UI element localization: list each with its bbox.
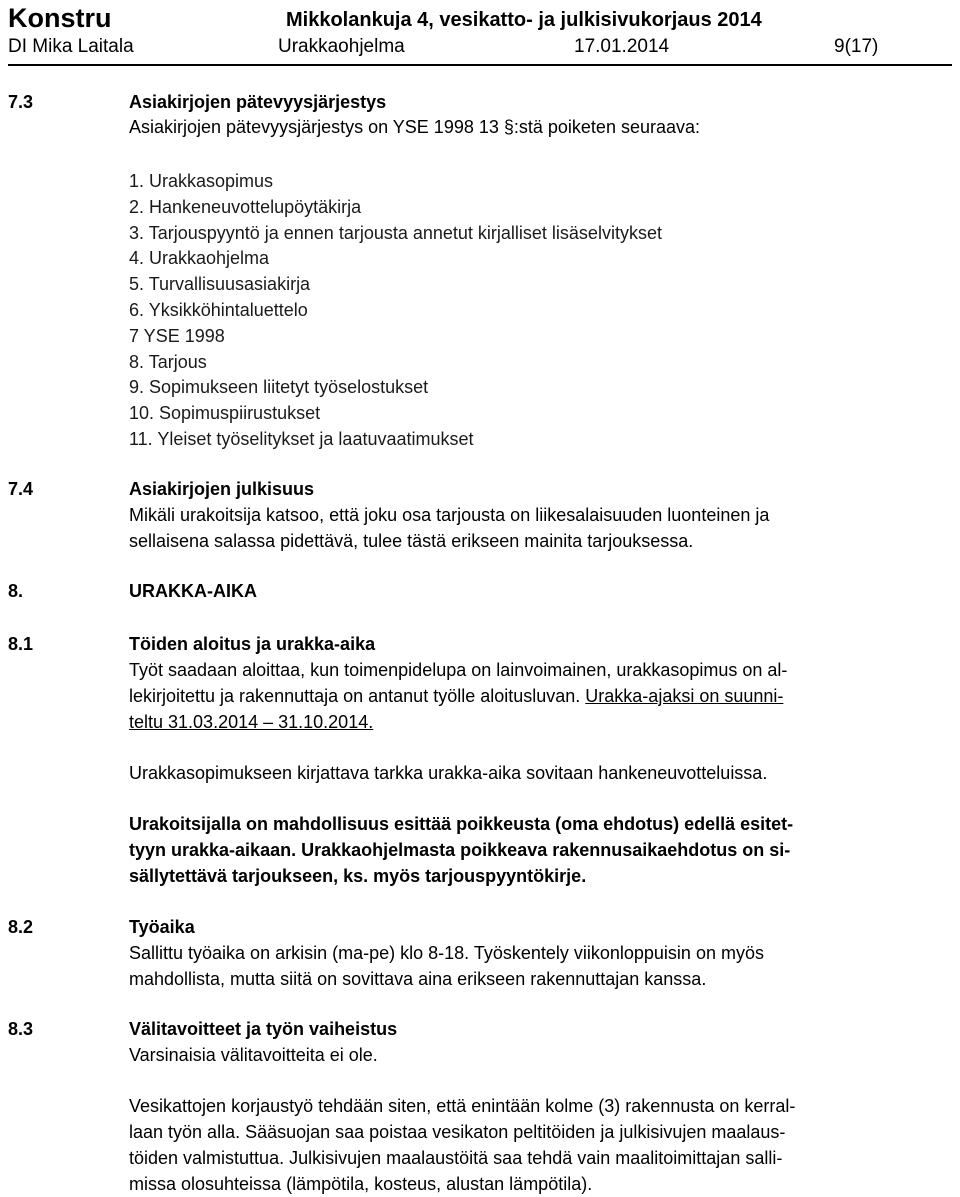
list-item: 8. Tarjous [129, 351, 207, 372]
list-item: 6. Yksikköhintaluettelo [129, 299, 308, 320]
header-divider [8, 64, 952, 66]
project-title: Mikkolankuja 4, vesikatto- ja julkisivukorjaus 2014 [286, 9, 762, 31]
section-8-1-schedule-note: Urakkasopimukseen kirjattava tarkka urakka-aika sovitaan hankeneuvotteluissa. [129, 763, 768, 783]
section-8-3-text-line: missa olosuhteissa (lämpötila, kosteus, alustan lämpötila). [129, 1174, 593, 1194]
document-precedence-list [129, 169, 662, 453]
section-8-1-bold-line: Urakoitsijalla on mahdollisuus esittää poikkeusta (oma ehdotus) edellä esitet- [129, 814, 794, 834]
document-name: Urakkaohjelma [278, 36, 405, 57]
list-item: 1. Urakkasopimus [129, 171, 274, 191]
list-item: 5. Turvallisuusasiakirja [129, 274, 311, 295]
list-item: 2. Hankeneuvottelupöytäkirja [129, 196, 362, 217]
list-item: 3. Tarjouspyyntö ja ennen tarjousta annetut kirjalliset lisäselvitykset [129, 222, 662, 243]
section-8-2-text-line: Sallittu työaika on arkisin (ma-pe) klo 8-18. Työskentely viikonloppuisin on myös [129, 943, 764, 963]
section-8-3-text-line: töiden valmistuttua. Julkisivujen maalaustöitä saa tehdä vain maalitoimittajan salli- [129, 1148, 783, 1168]
section-7-4-title: Asiakirjojen julkisuus [129, 479, 315, 499]
list-item: 11. Yleiset työselitykset ja laatuvaatimukset [129, 428, 474, 449]
section-8-2-title: Työaika [129, 917, 195, 937]
section-8-3-title: Välitavoitteet ja työn vaiheistus [129, 1019, 398, 1039]
document-date: 17.01.2014 [574, 36, 670, 57]
section-8-1-text-line [129, 684, 783, 709]
section-8-3-text-line: Varsinaisia välitavoitteita ei ole. [129, 1045, 378, 1065]
section-8-3-number: 8.3 [8, 1019, 34, 1039]
section-7-3-title: Asiakirjojen pätevyysjärjestys [129, 92, 387, 112]
section-7-3-intro: Asiakirjojen pätevyysjärjestys on YSE 1998 13 §:stä poiketen seuraava: [129, 117, 700, 137]
underlined-schedule-dates: teltu 31.03.2014 – 31.10.2014. [129, 712, 374, 732]
section-8-1-text-part: lekirjoitettu ja rakennuttaja on antanut työlle aloitusluvan. [129, 686, 586, 706]
section-8-1-title: Töiden aloitus ja urakka-aika [129, 634, 376, 654]
section-7-4-text-line: sellaisena salassa pidettävä, tulee tästä erikseen mainita tarjouksessa. [129, 531, 694, 551]
section-8-title: URAKKA-AIKA [129, 581, 257, 601]
list-item: 9. Sopimukseen liitetyt työselostukset [129, 377, 429, 398]
list-item: 4. Urakkaohjelma [129, 248, 270, 269]
section-8-number: 8. [8, 581, 24, 601]
page-number: 9(17) [834, 36, 879, 57]
section-8-1-bold-line: tyyn urakka-aikaan. Urakkaohjelmasta poikkeava rakennusaikaehdotus on si- [129, 840, 791, 860]
author-name: DI Mika Laitala [8, 36, 134, 57]
section-8-2-number: 8.2 [8, 917, 34, 937]
section-8-3-text-line: Vesikattojen korjaustyö tehdään siten, että enintään kolme (3) rakennusta on kerral- [129, 1096, 796, 1116]
section-8-2-text-line: mahdollista, mutta siitä on sovittava aina erikseen rakennuttajan kanssa. [129, 969, 707, 989]
company-name: Konstru [8, 3, 112, 33]
section-8-3-text-line: laan työn alla. Sääsuojan saa poistaa vesikaton peltitöiden ja julkisivujen maalaus- [129, 1122, 786, 1142]
section-7-3-number: 7.3 [8, 92, 34, 112]
list-item: 7 YSE 1998 [129, 325, 225, 346]
section-8-1-number: 8.1 [8, 634, 34, 654]
section-7-4-text-line: Mikäli urakoitsija katsoo, että joku osa tarjousta on liikesalaisuuden luonteinen ja [129, 505, 770, 525]
list-item: 10. Sopimuspiirustukset [129, 403, 321, 424]
underlined-schedule-text: Urakka-ajaksi on suunni- [585, 686, 784, 706]
section-8-1-bold-line: sällytettävä tarjoukseen, ks. myös tarjouspyyntökirje. [129, 866, 587, 886]
section-7-4-number: 7.4 [8, 479, 34, 499]
section-8-1-text-line: Työt saadaan aloittaa, kun toimenpidelupa on lainvoimainen, urakkasopimus on al- [129, 660, 788, 680]
